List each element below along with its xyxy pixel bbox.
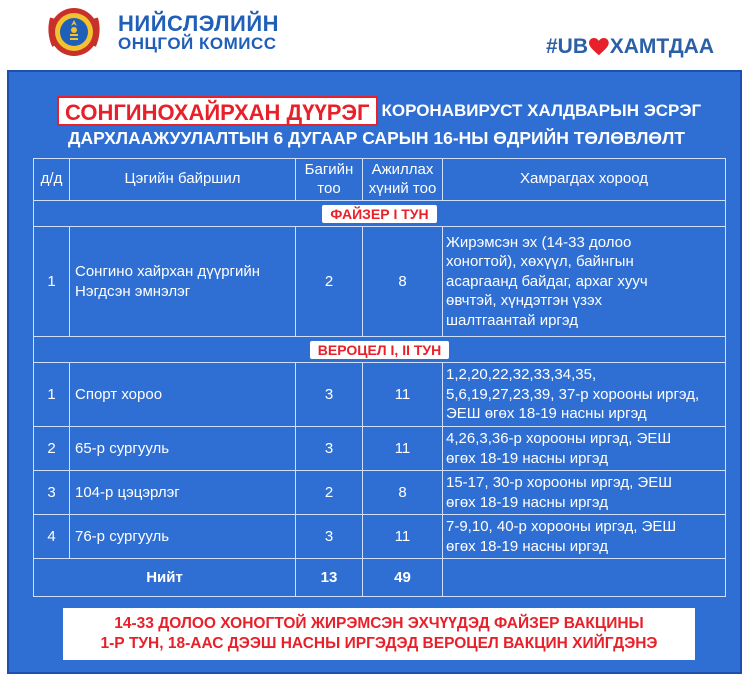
coverage-line: хоногтой), хөхүүл, байнгын <box>446 253 634 271</box>
title-line-1-rest: КОРОНАВИРУСТ ХАЛДВАРЫН ЭСРЭГ <box>381 101 702 120</box>
coverage-line: 15-17, 30-р хорооны иргэд, ЭЕШ <box>446 474 672 491</box>
coverage-line: ЭЕШ өгөх 18-19 насны иргэд <box>446 405 647 423</box>
phase-1-row <box>34 201 726 227</box>
table-row <box>34 363 726 427</box>
row-teams: 2 <box>296 471 363 515</box>
coverage-line: 1,2,20,22,32,33,34,35, <box>446 366 597 384</box>
title-line-1 <box>57 96 701 126</box>
header-num: д/д <box>34 159 70 201</box>
table-header-row <box>34 159 726 201</box>
row-teams: 3 <box>296 427 363 471</box>
coverage-line: асаргаанд байдаг, архаг хууч <box>446 272 648 290</box>
soyombo-emblem-icon <box>44 4 104 60</box>
header-staff <box>363 159 443 201</box>
footer-line-1: 14-33 ДОЛОО ХОНОГТОЙ ЖИРЭМСЭН ЭХЧҮҮДЭД ФАЙЗЕР ВАКЦИНЫ <box>114 615 644 632</box>
row-location: 104-р цэцэрлэг <box>70 471 296 515</box>
district-name: СОНГИНОХАЙРХАН ДҮҮРЭГ <box>57 96 378 126</box>
row-location: Спорт хороо <box>70 363 296 427</box>
row-teams: 3 <box>296 363 363 427</box>
row-location <box>70 227 296 337</box>
row-location-line-1: Сонгино хайрхан дүүргийн <box>75 263 261 280</box>
footer-line-2: 1-Р ТУН, 18-ААС ДЭЭШ НАСНЫ ИРГЭДЭД ВЕРОЦЕЛ ВАКЦИН ХИЙГДЭНЭ <box>100 635 658 652</box>
row-coverage <box>443 427 726 471</box>
total-coverage-empty <box>443 559 726 597</box>
vaccination-schedule-table <box>33 158 726 597</box>
row-num: 3 <box>34 471 70 515</box>
row-num: 2 <box>34 427 70 471</box>
phase-2-row <box>34 337 726 363</box>
table-row <box>34 427 726 471</box>
organization-name <box>118 12 279 53</box>
row-coverage <box>443 515 726 559</box>
tag-left-text: #UB <box>546 35 589 58</box>
row-coverage <box>443 471 726 515</box>
coverage-line: 7-9,10, 40-р хорооны иргэд, ЭЕШ <box>446 518 677 535</box>
row-coverage <box>443 363 726 427</box>
coverage-line: өгөх 18-19 насны иргэд <box>446 449 608 467</box>
coverage-line: өгөх 18-19 насны иргэд <box>446 493 608 511</box>
row-num: 1 <box>34 363 70 427</box>
coverage-line: өвчтэй, хүндэтгэн үзэх <box>446 292 603 310</box>
row-staff: 11 <box>363 363 443 427</box>
ub-hamtdaa-tag <box>546 28 714 66</box>
coverage-line: 4,26,3,36-р хорооны иргэд, ЭЕШ <box>446 430 672 447</box>
total-teams: 13 <box>296 559 363 597</box>
row-teams: 3 <box>296 515 363 559</box>
row-staff: 8 <box>363 471 443 515</box>
table-row <box>34 227 726 337</box>
row-num: 4 <box>34 515 70 559</box>
row-staff: 8 <box>363 227 443 337</box>
table-row <box>34 471 726 515</box>
coverage-line: 5,6,19,27,23,39, 37-р хорооны иргэд, <box>446 385 700 403</box>
org-line-2: ОНЦГОЙ КОМИСС <box>118 34 277 54</box>
tag-right-text: ХАМТДАА <box>609 35 714 58</box>
header-location: Цэгийн байршил <box>70 159 296 201</box>
row-staff: 11 <box>363 515 443 559</box>
title-line-2: ДАРХЛААЖУУЛАЛТЫН 6 ДУГААР САРЫН 16-НЫ ӨДРИЙН ТӨЛӨВЛӨЛТ <box>68 128 685 148</box>
row-location-line-2: Нэгдсэн эмнэлэг <box>75 282 191 300</box>
header-teams-line-1: Багийн <box>304 160 354 178</box>
total-label: Нийт <box>34 559 296 597</box>
header-staff-line-2: хүний тоо <box>368 179 437 197</box>
schedule-panel <box>7 70 742 674</box>
footer-notice <box>63 608 695 660</box>
table-row <box>34 515 726 559</box>
row-location: 65-р сургууль <box>70 427 296 471</box>
org-line-1: НИЙСЛЭЛИЙН <box>118 11 280 36</box>
coverage-line: Жирэмсэн эх (14-33 долоо <box>446 233 632 251</box>
header-staff-line-1: Ажиллах <box>371 160 434 178</box>
row-teams: 2 <box>296 227 363 337</box>
phase-1-label: ФАЙЗЕР I ТУН <box>322 205 436 223</box>
header-teams-line-2: тоо <box>317 179 341 197</box>
phase-2-label: ВЕРОЦЕЛ I, II ТУН <box>310 341 449 359</box>
header-coverage: Хамрагдах хороод <box>443 159 726 201</box>
row-num: 1 <box>34 227 70 337</box>
row-location: 76-р сургууль <box>70 515 296 559</box>
total-staff: 49 <box>363 559 443 597</box>
coverage-line: шалтгаантай иргэд <box>446 311 578 329</box>
row-coverage <box>443 227 726 337</box>
row-staff: 11 <box>363 427 443 471</box>
total-row <box>34 559 726 597</box>
header-teams <box>296 159 363 201</box>
coverage-line: өгөх 18-19 насны иргэд <box>446 537 608 555</box>
heart-icon <box>589 36 609 58</box>
